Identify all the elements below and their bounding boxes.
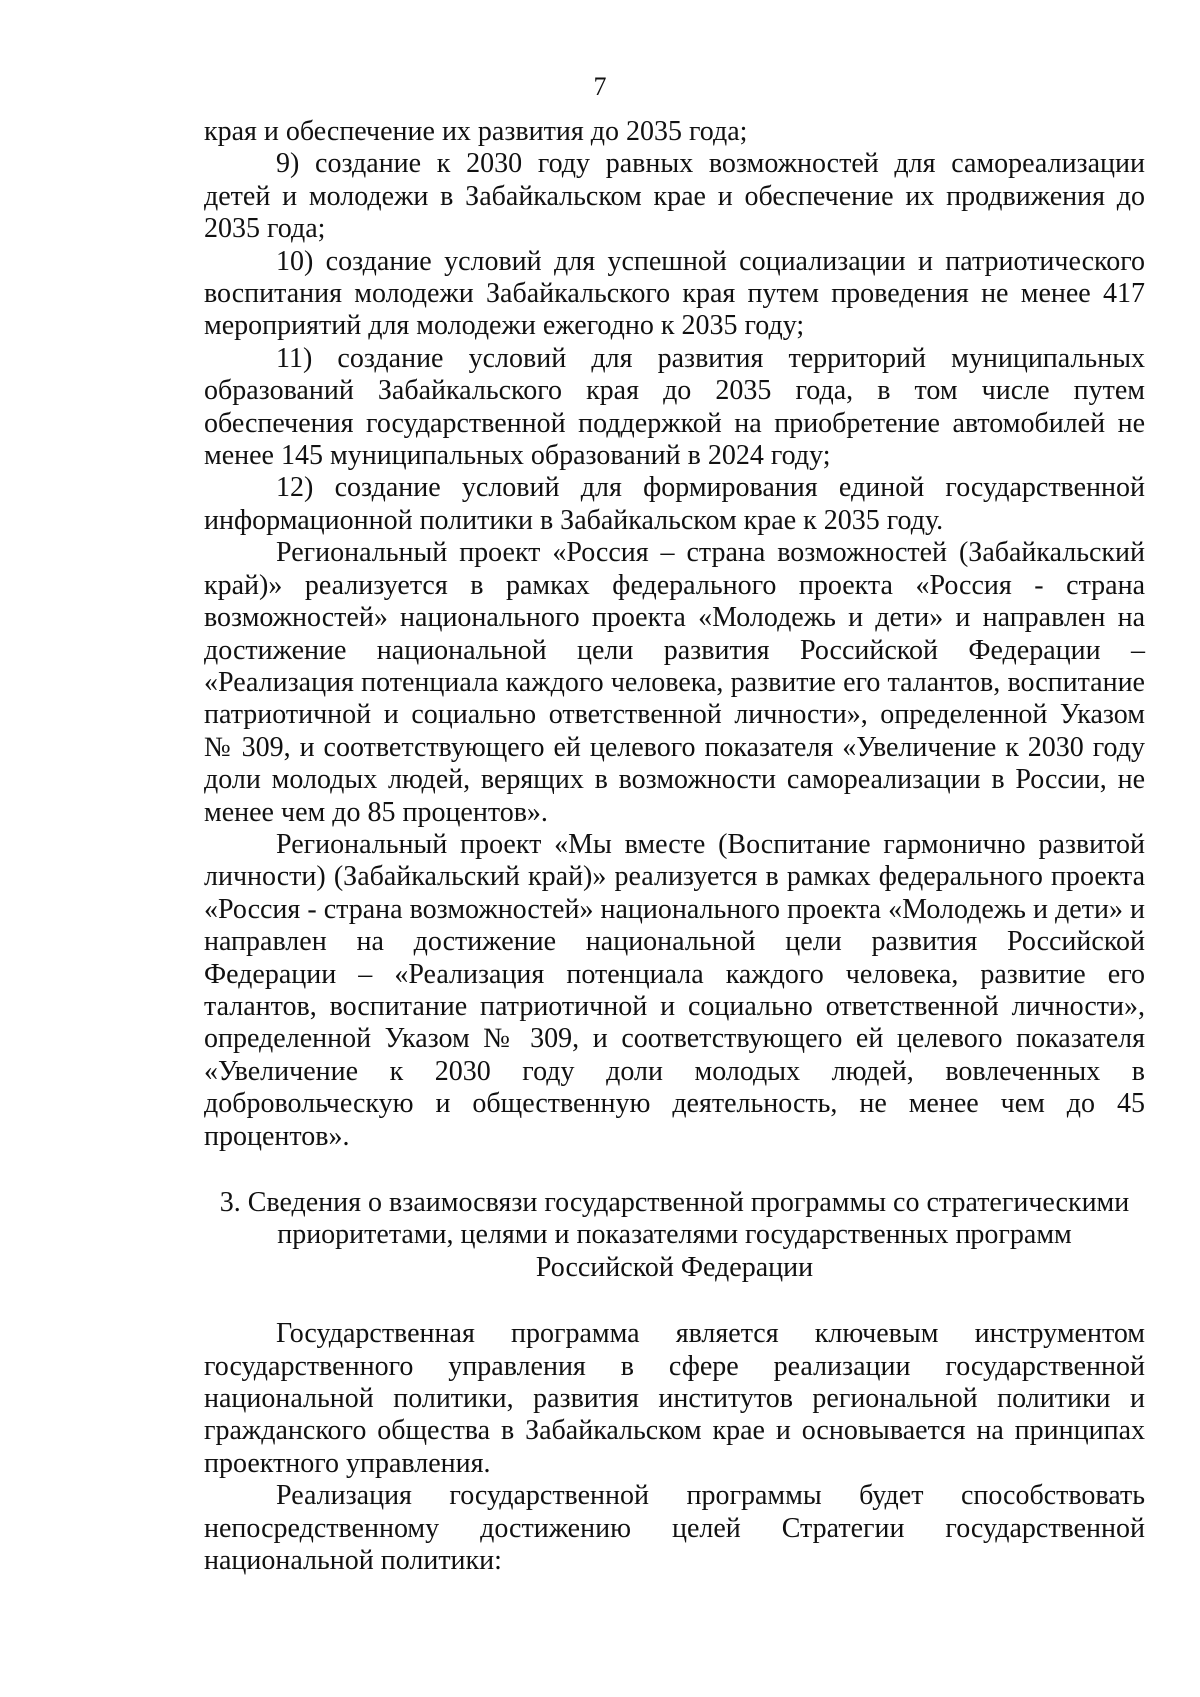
list-item-12: 12) создание условий для формирования единой государственной информационной политики в Забайкальском крае к 2035 году. bbox=[204, 472, 1145, 536]
list-item-11: 11) создание условий для развития территорий муниципальных образований Забайкальского края до 2035 года, в том числе путем обеспечения государственной поддержкой на приобретение автомобилей не менее 145 муниципальных образований в 2024 году; bbox=[204, 342, 1145, 472]
paragraph-regional-project-1: Региональный проект «Россия – страна возможностей (Забайкальский край)» реализуется в рамках федерального проекта «Россия - страна возможностей» национального проекта «Молодежь и дети» и направлен на достижение национальной цели развития Российской Федерации – «Реализация потенциала каждого человека, развитие его талантов, воспитание патриотичной и социально ответственной личности», определенной Указом № 309, и соответствующего ей целевого показателя «Увеличение к 2030 году доли молодых людей, верящих в возможности самореализации в России, не менее чем до 85 процентов». bbox=[204, 537, 1145, 828]
section-heading: 3. Сведения о взаимосвязи государственной программы со стратегическими приоритетами, целями и показателями государственных программ Российской Федерации bbox=[219, 1187, 1130, 1283]
list-item-10: 10) создание условий для успешной социализации и патриотического воспитания молодежи Забайкальского края путем проведения не менее 417 мероприятий для молодежи ежегодно к 2035 году; bbox=[204, 245, 1145, 342]
paragraph-state-program: Государственная программа является ключевым инструментом государственного управления в сфере реализации государственной национальной политики, развития институтов региональной политики и гражданского общества в Забайкальском крае и основывается на принципах проектного управления. bbox=[204, 1318, 1145, 1479]
page-number: 7 bbox=[593, 72, 607, 101]
document-body bbox=[204, 116, 1145, 1577]
list-item-9: 9) создание к 2030 году равных возможностей для самореализации детей и молодежи в Забайкальском крае и обеспечение их продвижения до 2035 года; bbox=[204, 148, 1145, 245]
paragraph-implementation: Реализация государственной программы будет способствовать непосредственному достижению целей Стратегии государственной национальной политики: bbox=[204, 1480, 1145, 1577]
paragraph-continuation: края и обеспечение их развития до 2035 года; bbox=[204, 116, 748, 147]
paragraph-regional-project-2: Региональный проект «Мы вместе (Воспитание гармонично развитой личности) (Забайкальский край)» реализуется в рамках федерального проекта «Россия - страна возможностей» национального проекта «Молодежь и дети» и направлен на достижение национальной цели развития Российской Федерации – «Реализация потенциала каждого человека, развитие его талантов, воспитание патриотичной и социально ответственной личности», определенной Указом № 309, и соответствующего ей целевого показателя «Увеличение к 2030 году доли молодых людей, вовлеченных в добровольческую и общественную деятельность, не менее чем до 45 процентов». bbox=[204, 828, 1145, 1152]
